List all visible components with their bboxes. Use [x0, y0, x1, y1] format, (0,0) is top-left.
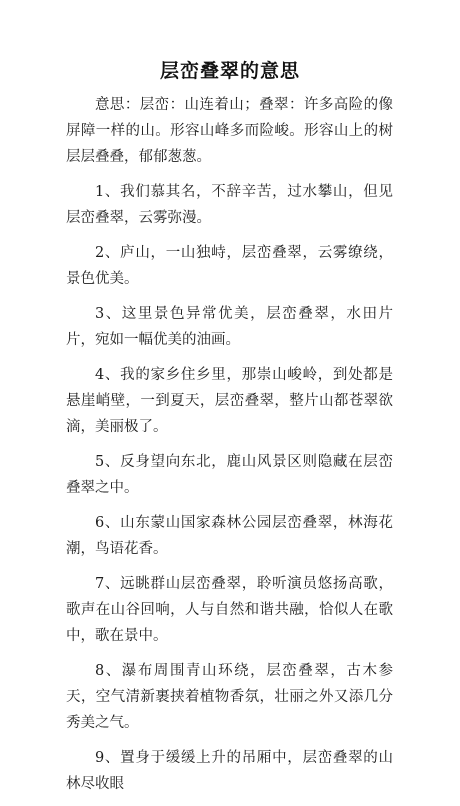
- paragraph-definition: 意思：层峦：山连着山；叠翠：许多高险的像屏障一样的山。形容山峰多而险峻。形容山上的树层层叠叠，郁郁葱葱。: [66, 97, 393, 165]
- paragraph-example-4: 4、我的家乡住乡里，那崇山峻岭，到处都是悬崖峭壁，一到夏天，层峦叠翠，整片山都苍翠欲滴，美丽极了。: [66, 367, 393, 435]
- paragraph-example-9: 9、置身于缓缓上升的吊厢中，层峦叠翠的山林尽收眼: [66, 750, 393, 792]
- document-title: 层峦叠翠的意思: [159, 60, 300, 82]
- document-body: [66, 92, 393, 806]
- paragraph-example-8: 8、瀑布周围青山环绕，层峦叠翠，古木参天，空气清新裹挟着植物香氛，壮丽之外又添几分秀美之气。: [66, 663, 393, 731]
- paragraph-example-1: 1、我们慕其名，不辞辛苦，过水攀山，但见层峦叠翠，云雾弥漫。: [66, 184, 393, 226]
- paragraph-example-5: 5、反身望向东北，鹿山风景区则隐藏在层峦叠翠之中。: [66, 454, 393, 496]
- paragraph-example-6: 6、山东蒙山国家森林公园层峦叠翠，林海花潮，鸟语花香。: [66, 515, 393, 557]
- paragraph-example-7: 7、远眺群山层峦叠翠，聆听演员悠扬高歌，歌声在山谷回响，人与自然和谐共融，恰似人在歌中，歌在景中。: [66, 576, 393, 644]
- paragraph-example-2: 2、庐山，一山独峙，层峦叠翠，云雾缭绕，景色优美。: [66, 245, 393, 287]
- paragraph-example-3: 3、这里景色异常优美，层峦叠翠，水田片片，宛如一幅优美的油画。: [66, 306, 393, 348]
